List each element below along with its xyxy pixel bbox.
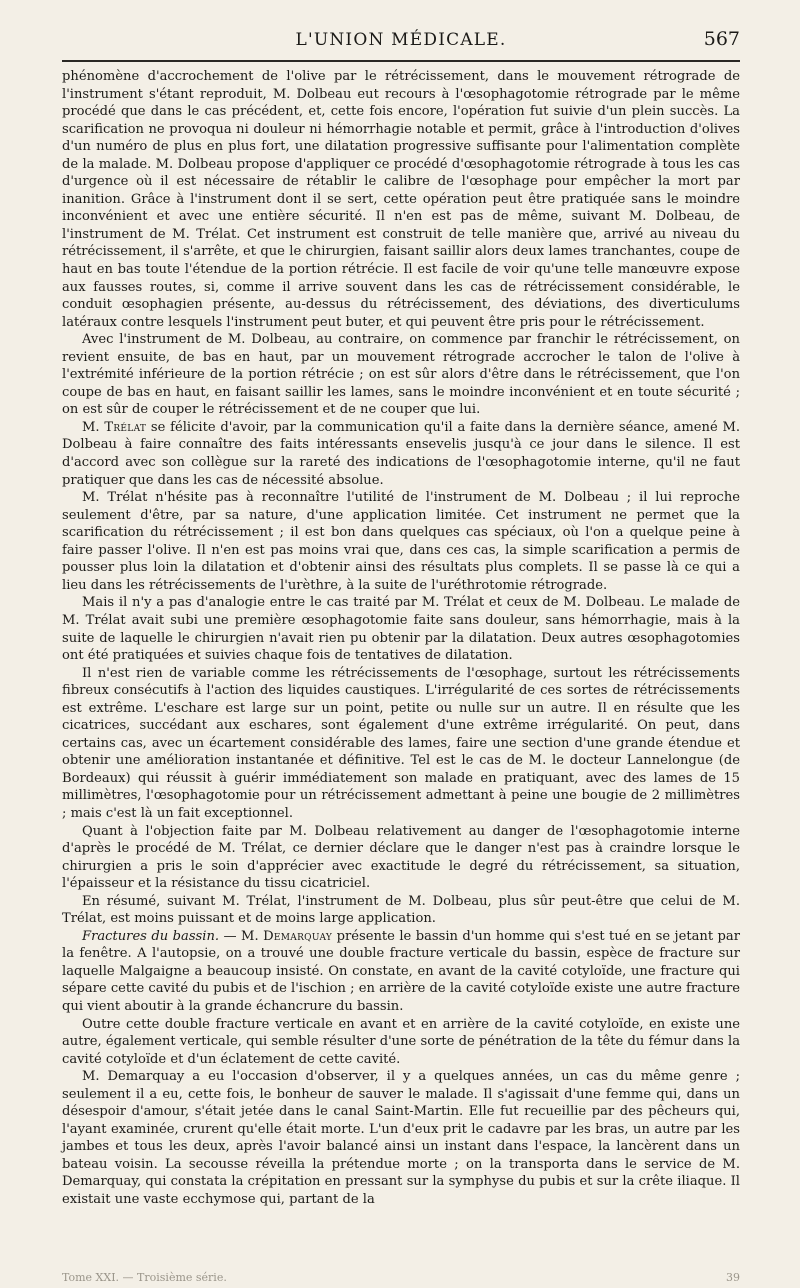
paragraph: M. Trélat n'hésite pas à reconnaître l'utilité de l'instrument de M. Dolbeau ; il lui reproche seulement d'être, par sa nature, d'une application limitée. Cet instrument ne permet que la scarification du rétrécissement ; il est bon dans quelques cas spéciaux, où l'on a quelque peine à faire passer l'olive. Il n'en est pas moins vrai que, dans ces cas, la simple scarification a permis de pousser plus loin la dilatation et d'obtenir ainsi des résultats plus complets. Il se passe là ce qui a lieu dans les rétrécissements de l'urèthre, à la suite de l'uréthrotomie rétrograde. [62, 490, 740, 593]
paragraph: Quant à l'objection faite par M. Dolbeau relativement au danger de l'œsophagotomie interne d'après le procédé de M. Trélat, ce dernier déclare que le danger n'est pas à craindre lorsque le chirurgien a pris le soin d'apprécier avec exactitude le degré du rétrécissement, sa situation, l'épaisseur et la résistance du tissu cicatriciel. [62, 823, 740, 892]
page-header [62, 24, 740, 52]
footer-signature: 39 [726, 1271, 740, 1284]
article-body [62, 68, 740, 1209]
footer-volume: Tome XXI. — Troisième série. [62, 1271, 227, 1284]
speaker-name: Demarquay [263, 928, 333, 944]
paragraph: Outre cette double fracture verticale en avant et en arrière de la cavité cotyloïde, en existe une autre, également verticale, qui semble résulter d'une sorte de pénétration de la tête du fémur dans la cavité cotyloïde et d'un éclatement de cette cavité. [62, 1016, 740, 1067]
paragraph-text: présente le bassin d'un homme qui s'est tué en se jetant par la fenêtre. A l'autopsie, on a trouvé une double fracture verticale du bassin, espèce de fracture sur laquelle Malgaigne a beaucoup insisté. On constate, en avant de la cavité cotyloïde, une fracture qui sépare cette cavité du pubis et de l'ischion ; en arrière de la cavité cotyloïde existe une autre fracture qui vient aboutir à la grande échancrure du bassin. [62, 928, 740, 1014]
header-rule [62, 60, 740, 62]
paragraph: Mais il n'y a pas d'analogie entre le cas traité par M. Trélat et ceux de M. Dolbeau. Le malade de M. Trélat avait subi une première œsophagotomie faite sans douleur, sans hémorrhagie, mais à la suite de laquelle le chirurgien n'avait rien pu obtenir par la dilatation. Deux autres œsophagotomies ont été pratiquées et suivies chaque fois de tentatives de dilatation. [62, 595, 740, 664]
running-title: L'UNION MÉDICALE. [295, 30, 507, 50]
paragraph: M. Trélat se félicite d'avoir, par la communication qu'il a faite dans la dernière séance, amené M. Dolbeau à faire connaître des faits intéressants ensevelis jusqu'à ce jour dans le silence. Il est d'accord avec son collègue sur la rareté des indications de l'œsophagotomie interne, qu'il ne faut pratiquer que dans les cas de nécessité absolue. [62, 419, 741, 488]
paragraph: En résumé, suivant M. Trélat, l'instrument de M. Dolbeau, plus sûr peut-être que celui de M. Trélat, est moins puissant et de moins large application. [62, 893, 740, 927]
page-number: 567 [703, 28, 740, 50]
paragraph-text: se félicite d'avoir, par la communication qu'il a faite dans la dernière séance, amené M. Dolbeau à faire connaître des faits intéressants ensevelis jusqu'à ce jour dans le silence. Il est d'accord avec son collègue sur la rareté des indications de l'œsophagotomie interne, qu'il ne faut pratiquer que dans les cas de nécessité absolue. [62, 419, 741, 488]
paragraph: Fractures du bassin. — M. Demarquay présente le bassin d'un homme qui s'est tué en se jetant par la fenêtre. A l'autopsie, on a trouvé une double fracture verticale du bassin, espèce de fracture sur laquelle Malgaigne a beaucoup insisté. On constate, en avant de la cavité cotyloïde, une fracture qui sépare cette cavité du pubis et de l'ischion ; en arrière de la cavité cotyloïde existe une autre fracture qui vient aboutir à la grande échancrure du bassin. [62, 928, 740, 1014]
page-footer [62, 1271, 740, 1284]
paragraph: Avec l'instrument de M. Dolbeau, au contraire, on commence par franchir le rétrécissement, on revient ensuite, de bas en haut, par un mouvement rétrograde accrocher le talon de l'olive à l'extrémité inférieure de la portion rétrécie ; on est sûr alors d'être dans le rétrécissement, que l'on coupe de bas en haut, en faisant saillir les lames, sans le moindre inconvénient et en toute sécurité ; on est sûr de couper le rétrécissement et de ne couper que lui. [62, 332, 740, 418]
paragraph: Il n'est rien de variable comme les rétrécissements de l'œsophage, surtout les rétrécissements fibreux consécutifs à l'action des liquides caustiques. L'irrégularité de ces sortes de rétrécissements est extrême. L'eschare est large sur un point, petite ou nulle sur un autre. Il en résulte que les cicatrices, succédant aux eschares, sont également d'une extrême irrégularité. On peut, dans certains cas, avec un écartement considérable des lames, faire une section d'une grande étendue et obtenir une amélioration instantanée et définitive. Tel est le cas de M. le docteur Lannelongue (de Bordeaux) qui réussit à guérir immédiatement son malade en pratiquant, avec des lames de 15 millimètres, l'œsophagotomie pour un rétrécissement admettant à peine une bougie de 2 millimètres ; mais c'est là un fait exceptionnel. [62, 665, 740, 821]
paragraph: M. Demarquay a eu l'occasion d'observer, il y a quelques années, un cas du même genre ; seulement il a eu, cette fois, le bonheur de sauver le malade. Il s'agissait d'une femme qui, dans un désespoir d'amour, s'était jetée dans le canal Saint-Martin. Elle fut recueillie par des pêcheurs qui, l'ayant examinée, crurent qu'elle était morte. L'un d'eux prit le cadavre par les bras, un autre par les jambes et tous les deux, après l'avoir balancé ainsi un instant dans l'espace, la lancèrent dans un bateau voisin. La secousse réveilla la prétendue morte ; on la transporta dans le service de M. Demarquay, qui constata la crépitation en pressant sur la symphyse du pubis et sur la crête iliaque. Il existait une vaste ecchymose qui, partant de la [62, 1069, 740, 1207]
speaker-name: Trélat [104, 419, 147, 435]
paragraph: phénomène d'accrochement de l'olive par le rétrécissement, dans le mouvement rétrograde de l'instrument s'étant reproduit, M. Dolbeau eut recours à l'œsophagotomie rétrograde par le même procédé que dans le cas précédent, et, cette fois encore, l'opération fut suivie d'un plein succès. La scarification ne provoqua ni douleur ni hémorrhagie notable et permit, grâce à l'introduction d'olives d'un numéro de plus en plus fort, une dilatation progressive suffisante pour l'alimentation complète de la malade. M. Dolbeau propose d'appliquer ce procédé d'œsophagotomie rétrograde à tous les cas d'urgence où il est nécessaire de rétablir le calibre de l'œsophage pour empêcher la mort par inanition. Grâce à l'instrument dont il se sert, cette opération peut être pratiquée sans le moindre inconvénient et avec une entière sécurité. Il n'en est pas de même, suivant M. Dolbeau, de l'instrument de M. Trélat. Cet instrument est construit de telle manière que, arrivé au niveau du rétrécissement, il s'arrête, et que le chirurgien, faisant saillir alors deux lames tranchantes, coupe de haut en bas toute l'étendue de la portion rétrécie. Il est facile de voir qu'une telle manœuvre expose aux fausses routes, si, comme il arrive souvent dans les cas de rétrécissement considérable, le conduit œsophagien présente, au-dessus du rétrécissement, des déviations, des diverticulums latéraux contre lesquels l'instrument peut buter, et qui peuvent être pris pour le rétrécissement. [62, 69, 740, 330]
section-lead: Fractures du bassin. [82, 928, 220, 944]
